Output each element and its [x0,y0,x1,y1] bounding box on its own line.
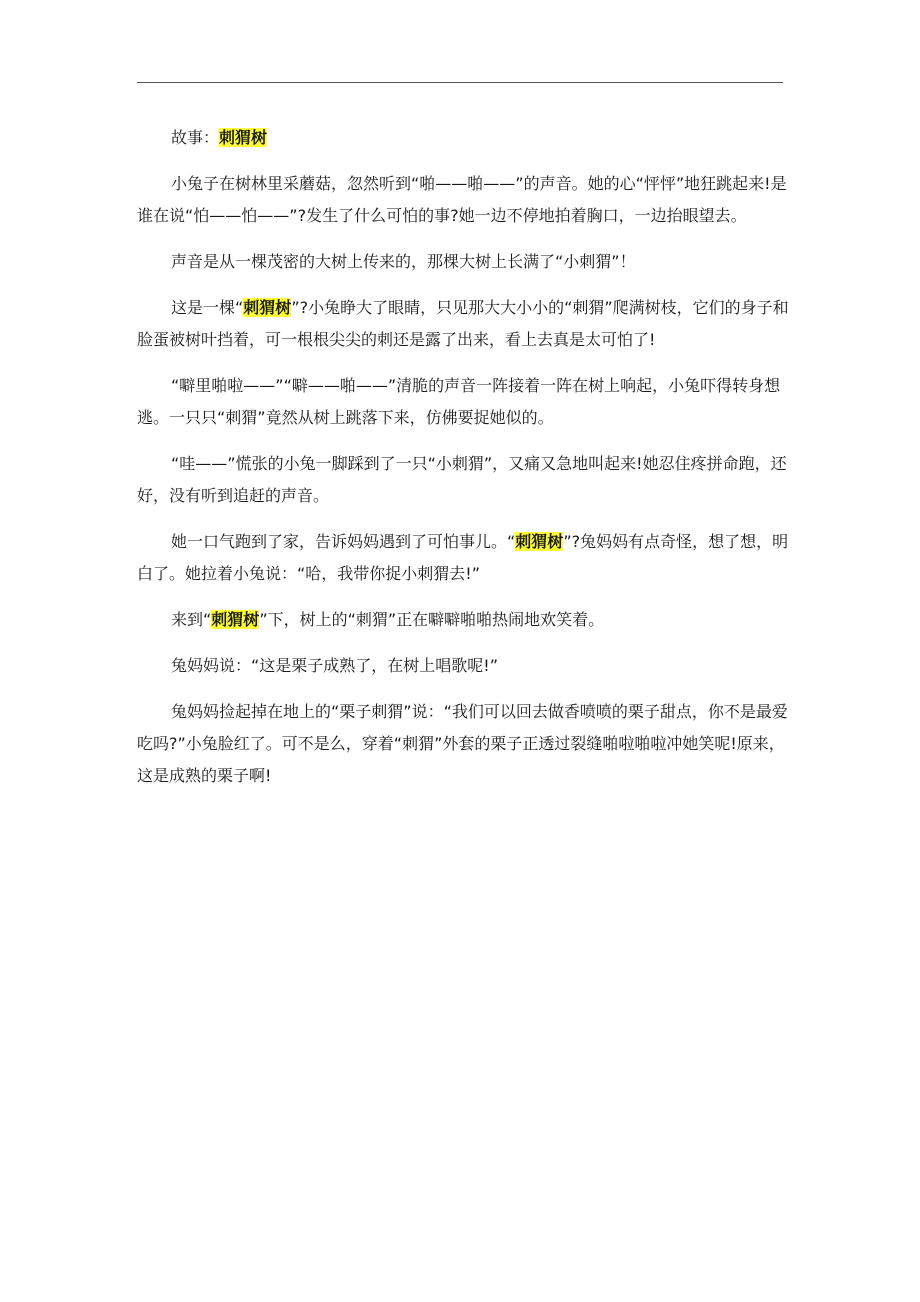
paragraph-3-highlight: 刺猬树 [243,298,292,317]
paragraph-6-after: ”?兔妈妈有点奇怪，想了想，明白了。她拉着小兔说：“哈，我带你捉小刺猬去!” [137,532,789,583]
paragraph-5: “哇——”慌张的小兔一脚踩到了一只“小刺猬”，又痛又急地叫起来!她忍住疼拼命跑，还好，没有听到追赶的声音。 [137,454,787,505]
paragraph-3-after: ”?小兔睁大了眼睛，只见那大大小小的“刺猬”爬满树枝，它们的身子和脸蛋被树叶挡着，可一根根尖尖的刺还是露了出来，看上去真是太可怕了! [137,298,789,349]
paragraph-7-after: ”下，树上的“刺猬”正在噼噼啪啪热闹地欢笑着。 [259,610,605,629]
paragraph-7 [137,604,792,636]
paragraph-1: 小兔子在树林里采蘑菇，忽然听到“啪——啪——”的声音。她的心“怦怦”地狂跳起来!是谁在说“怕——怕——”?发生了什么可怕的事?她一边不停地拍着胸口，一边抬眼望去。 [137,174,787,225]
paragraph-6 [137,526,792,590]
paragraph-9: 兔妈妈捡起掉在地上的“栗子刺猬”说：“我们可以回去做香喷喷的栗子甜点，你不是最爱吃吗?”小兔脸红了。可不是么，穿着“刺猬”外套的栗子正透过裂缝啪啦啪啦冲她笑呢!原来，这是成熟的栗子啊! [137,702,788,785]
paragraph-3-before: 这是一棵“ [171,298,244,317]
paragraph-8: 兔妈妈说：“这是栗子成熟了，在树上唱歌呢!” [171,656,498,675]
story-title [137,122,792,154]
paragraph-7-highlight: 刺猬树 [211,610,260,629]
paragraph-2: 声音是从一棵茂密的大树上传来的，那棵大树上长满了“小刺猬”！ [171,252,636,271]
title-highlight: 刺猬树 [219,128,268,147]
paragraph-3 [137,292,792,356]
paragraph-6-before: 她一口气跑到了家，告诉妈妈遇到了可怕事儿。“ [171,532,516,551]
paragraph-7-before: 来到“ [171,610,212,629]
header-rule [137,82,783,83]
paragraph-6-highlight: 刺猬树 [515,532,564,551]
title-prefix: 故事： [171,128,220,147]
paragraph-4: “噼里啪啦——”“噼——啪——”清脆的声音一阵接着一阵在树上响起，小兔吓得转身想逃。一只只“刺猬”竟然从树上跳落下来，仿佛要捉她似的。 [137,376,781,427]
story-body [137,122,792,806]
